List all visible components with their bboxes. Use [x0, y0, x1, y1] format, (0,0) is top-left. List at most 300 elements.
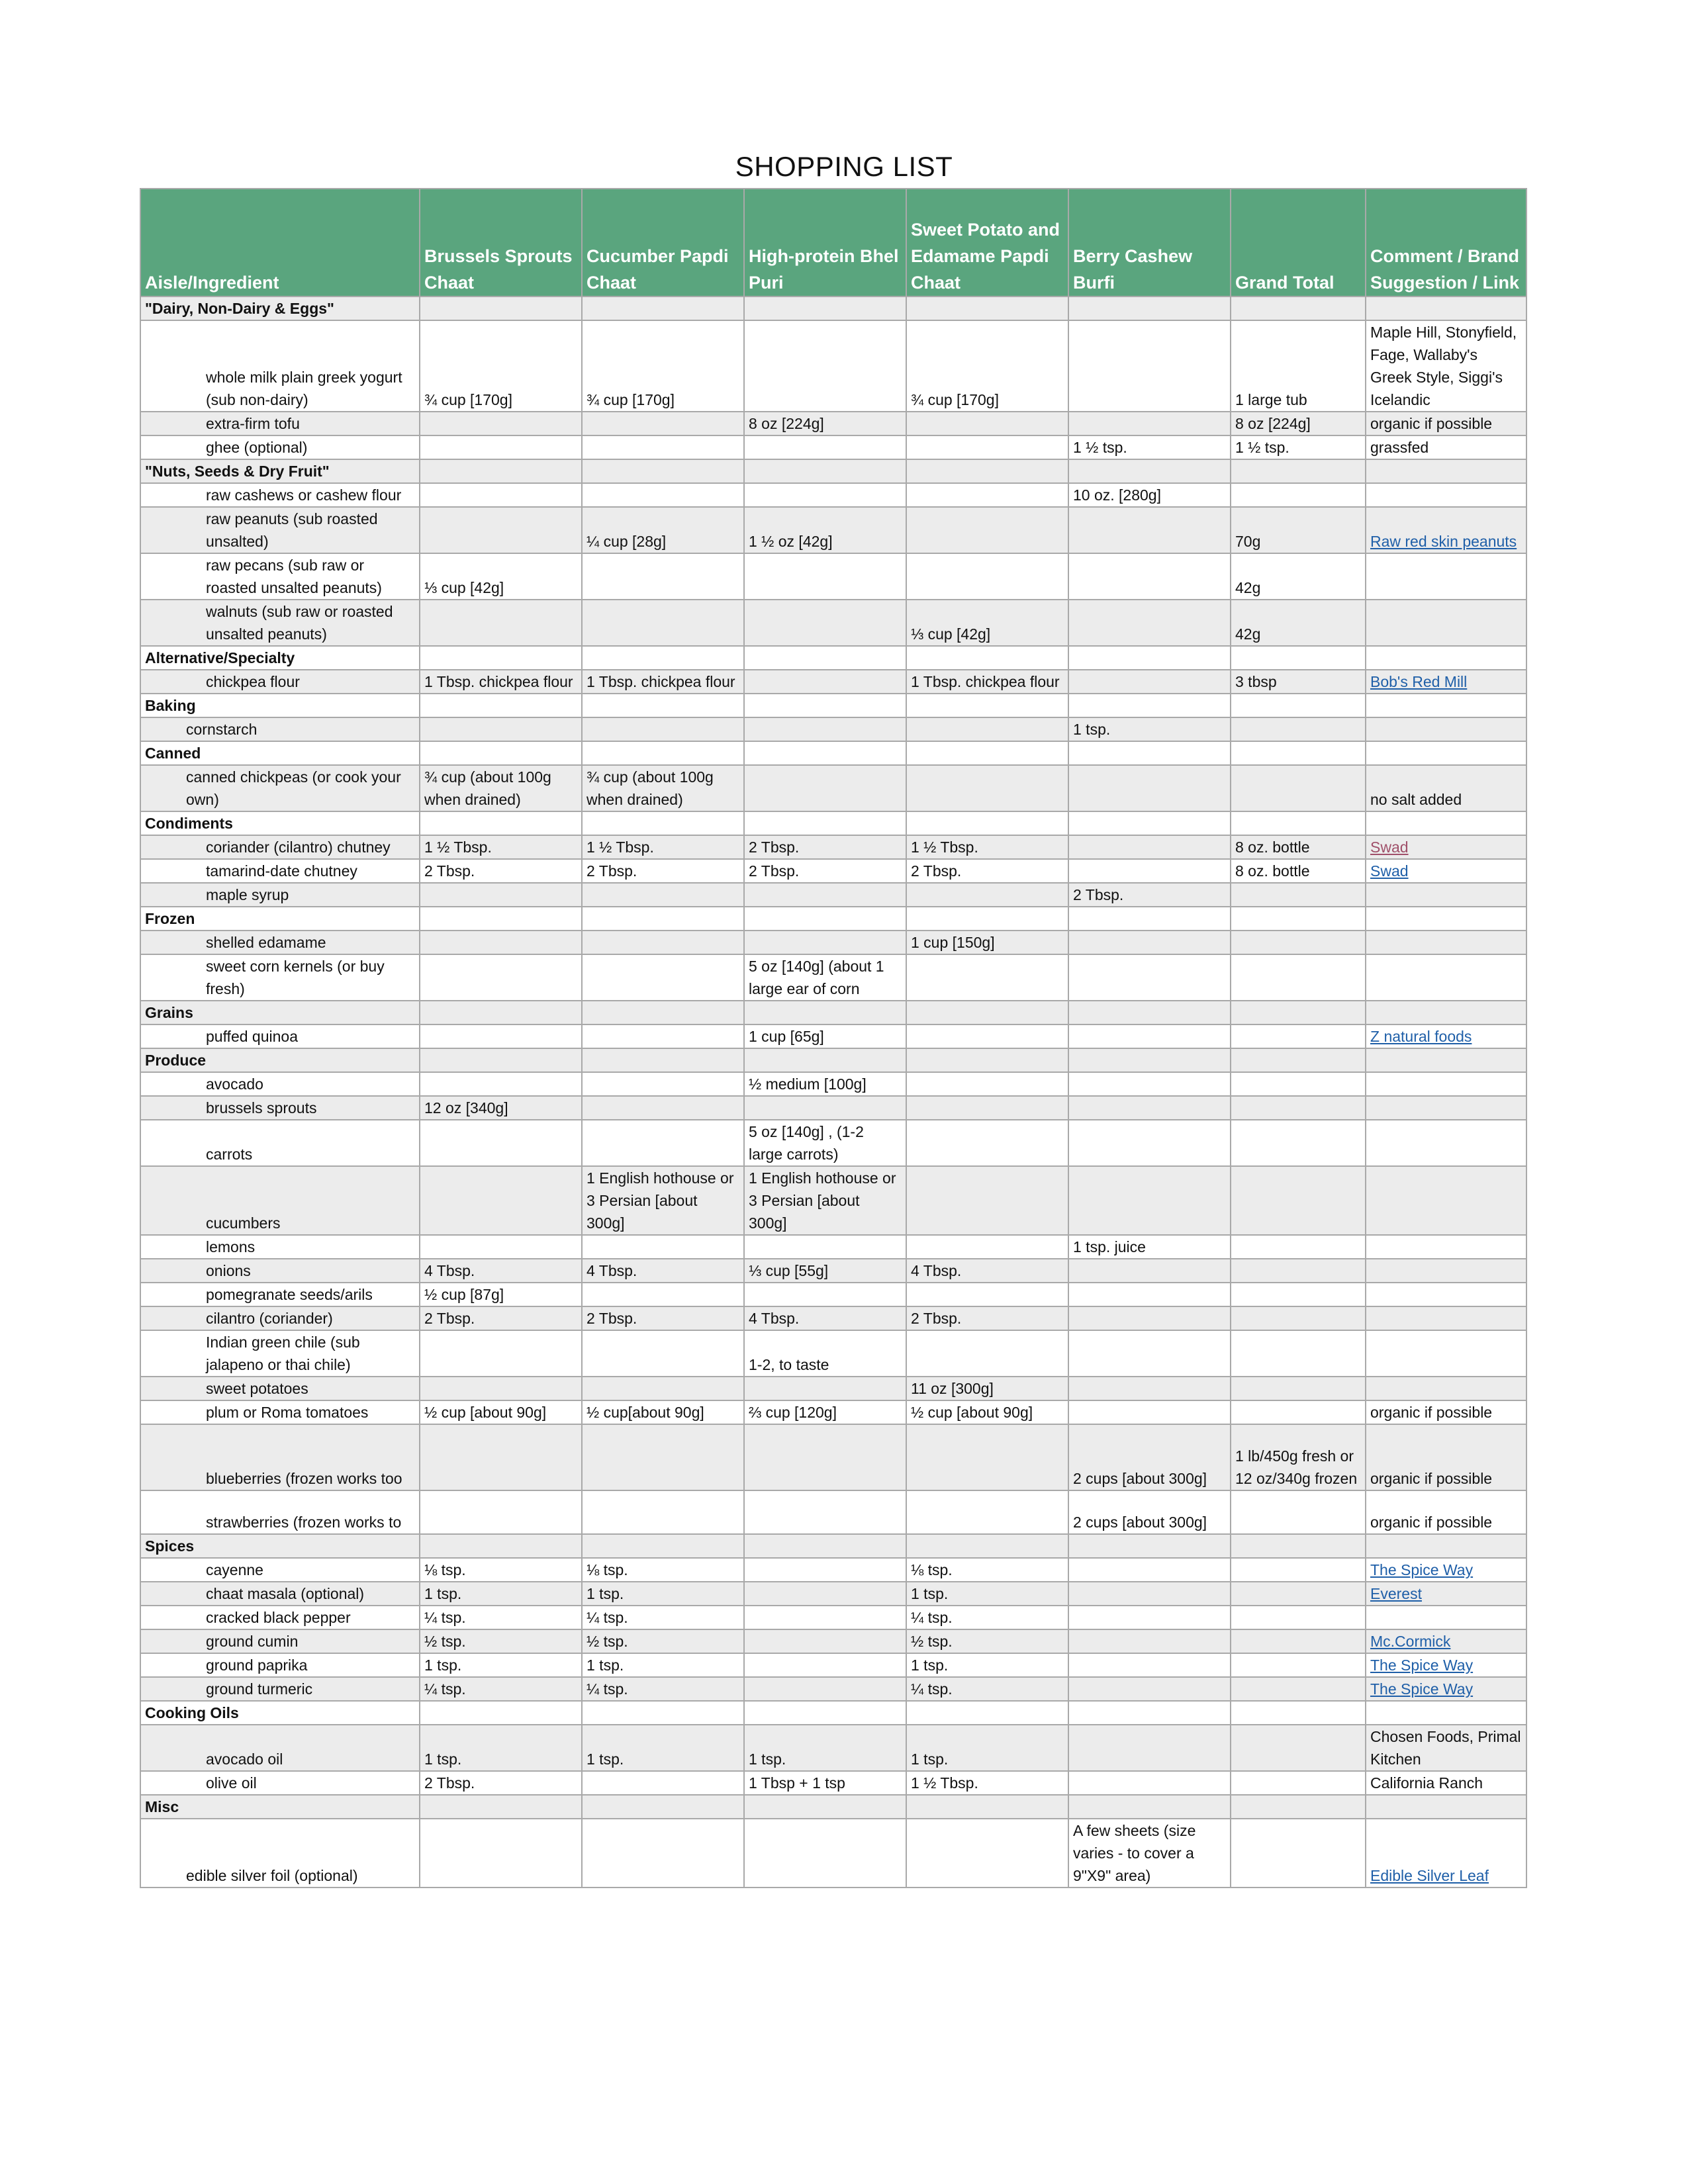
aisle-heading: Alternative/Specialty [140, 646, 420, 670]
empty-cell [1068, 907, 1231, 931]
recipe-quantity-cell: 11 oz [300g] [906, 1377, 1068, 1400]
recipe-quantity-cell [1068, 1330, 1231, 1377]
brand-link[interactable]: Bob's Red Mill [1370, 673, 1468, 690]
grand-total-cell [1231, 1235, 1366, 1259]
recipe-quantity-cell: 1 cup [150g] [906, 931, 1068, 954]
recipe-quantity-cell: 2 Tbsp. [420, 859, 582, 883]
recipe-quantity-cell [1068, 1606, 1231, 1629]
ingredient-name: shelled edamame [140, 931, 420, 954]
ingredient-name: raw peanuts (sub roasted unsalted) [140, 507, 420, 553]
table-row [140, 1096, 1526, 1120]
grand-total-cell [1231, 1120, 1366, 1166]
shopping-list-table [140, 188, 1527, 1888]
recipe-quantity-cell [744, 1424, 906, 1490]
recipe-quantity-cell: 2 cups [about 300g] [1068, 1424, 1231, 1490]
section-row [140, 907, 1526, 931]
comment-cell[interactable] [1366, 507, 1526, 553]
grand-total-cell [1231, 1377, 1366, 1400]
recipe-quantity-cell [744, 1235, 906, 1259]
recipe-quantity-cell [420, 412, 582, 435]
empty-cell [420, 646, 582, 670]
brand-link[interactable]: Swad [1370, 839, 1409, 856]
comment-cell [1366, 1330, 1526, 1377]
recipe-quantity-cell [582, 1235, 744, 1259]
recipe-quantity-cell: 8 oz [224g] [744, 412, 906, 435]
empty-cell [744, 296, 906, 320]
recipe-quantity-cell [906, 717, 1068, 741]
brand-link[interactable]: Z natural foods [1370, 1028, 1472, 1045]
aisle-heading: Grains [140, 1001, 420, 1024]
recipe-quantity-cell [906, 1235, 1068, 1259]
recipe-quantity-cell: ⅓ cup [42g] [906, 600, 1068, 646]
grand-total-cell: 3 tbsp [1231, 670, 1366, 694]
recipe-quantity-cell: 2 Tbsp. [420, 1306, 582, 1330]
recipe-quantity-cell: 4 Tbsp. [420, 1259, 582, 1283]
recipe-quantity-cell: 1 tsp. [906, 1653, 1068, 1677]
empty-cell [1366, 907, 1526, 931]
recipe-quantity-cell: 1 tsp. [582, 1582, 744, 1606]
recipe-quantity-cell: ¼ tsp. [582, 1606, 744, 1629]
comment-cell [1366, 1259, 1526, 1283]
empty-cell [1366, 459, 1526, 483]
table-row [140, 1024, 1526, 1048]
ingredient-name: chickpea flour [140, 670, 420, 694]
recipe-quantity-cell: ⅔ cup [120g] [744, 1400, 906, 1424]
comment-cell[interactable] [1366, 859, 1526, 883]
ingredient-name: sweet corn kernels (or buy fresh) [140, 954, 420, 1001]
ingredient-name: whole milk plain greek yogurt (sub non-dairy) [140, 320, 420, 412]
recipe-quantity-cell: 12 oz [340g] [420, 1096, 582, 1120]
comment-cell: organic if possible [1366, 1490, 1526, 1534]
recipe-quantity-cell [744, 1653, 906, 1677]
recipe-quantity-cell [420, 1235, 582, 1259]
comment-cell: no salt added [1366, 765, 1526, 811]
empty-cell [906, 459, 1068, 483]
table-row [140, 670, 1526, 694]
comment-cell: grassfed [1366, 435, 1526, 459]
recipe-quantity-cell: ¼ tsp. [420, 1677, 582, 1701]
recipe-quantity-cell [420, 954, 582, 1001]
grand-total-cell [1231, 1490, 1366, 1534]
empty-cell [1068, 296, 1231, 320]
recipe-quantity-cell [744, 717, 906, 741]
empty-cell [1366, 811, 1526, 835]
empty-cell [1231, 741, 1366, 765]
comment-cell [1366, 1283, 1526, 1306]
recipe-quantity-cell [1068, 553, 1231, 600]
ingredient-name: cracked black pepper [140, 1606, 420, 1629]
comment-cell: organic if possible [1366, 1400, 1526, 1424]
empty-cell [906, 1534, 1068, 1558]
recipe-quantity-cell: 1 ½ Tbsp. [420, 835, 582, 859]
ingredient-name: edible silver foil (optional) [140, 1819, 420, 1888]
recipe-quantity-cell: ⅛ tsp. [906, 1558, 1068, 1582]
aisle-heading: "Dairy, Non-Dairy & Eggs" [140, 296, 420, 320]
empty-cell [1068, 1701, 1231, 1725]
empty-cell [420, 1534, 582, 1558]
empty-cell [420, 459, 582, 483]
aisle-heading: Canned [140, 741, 420, 765]
table-row [140, 483, 1526, 507]
empty-cell [1366, 296, 1526, 320]
empty-cell [1231, 1048, 1366, 1072]
section-row [140, 1048, 1526, 1072]
recipe-quantity-cell: 1-2, to taste [744, 1330, 906, 1377]
empty-cell [1231, 811, 1366, 835]
comment-cell [1366, 1096, 1526, 1120]
grand-total-cell [1231, 1629, 1366, 1653]
grand-total-cell: 1 lb/450g fresh or 12 oz/340g frozen [1231, 1424, 1366, 1490]
comment-cell[interactable] [1366, 1558, 1526, 1582]
ingredient-name: tamarind-date chutney [140, 859, 420, 883]
recipe-quantity-cell [906, 1819, 1068, 1888]
recipe-quantity-cell: ½ tsp. [420, 1629, 582, 1653]
brand-link[interactable]: Everest [1370, 1585, 1422, 1602]
empty-cell [582, 1795, 744, 1819]
empty-cell [582, 694, 744, 717]
ingredient-name: ground turmeric [140, 1677, 420, 1701]
comment-cell [1366, 1377, 1526, 1400]
brand-link[interactable]: Edible Silver Leaf [1370, 1867, 1489, 1884]
column-header: Aisle/Ingredient [140, 189, 420, 296]
table-row [140, 765, 1526, 811]
recipe-quantity-cell: 1 tsp. [1068, 717, 1231, 741]
comment-cell [1366, 1072, 1526, 1096]
ingredient-name: pomegranate seeds/arils [140, 1283, 420, 1306]
grand-total-cell: 1 ½ tsp. [1231, 435, 1366, 459]
recipe-quantity-cell [582, 435, 744, 459]
empty-cell [906, 1048, 1068, 1072]
grand-total-cell [1231, 1771, 1366, 1795]
column-header: Grand Total [1231, 189, 1366, 296]
comment-cell [1366, 1166, 1526, 1235]
recipe-quantity-cell [1068, 1558, 1231, 1582]
table-row [140, 435, 1526, 459]
recipe-quantity-cell: ¼ cup [28g] [582, 507, 744, 553]
grand-total-cell [1231, 1582, 1366, 1606]
ingredient-name: avocado [140, 1072, 420, 1096]
empty-cell [906, 1001, 1068, 1024]
empty-cell [420, 1048, 582, 1072]
ingredient-name: avocado oil [140, 1725, 420, 1771]
recipe-quantity-cell: ¾ cup [170g] [582, 320, 744, 412]
recipe-quantity-cell: 2 Tbsp. [906, 859, 1068, 883]
empty-cell [1068, 694, 1231, 717]
recipe-quantity-cell [420, 1166, 582, 1235]
empty-cell [744, 811, 906, 835]
grand-total-cell [1231, 1819, 1366, 1888]
empty-cell [1366, 741, 1526, 765]
recipe-quantity-cell [744, 1606, 906, 1629]
empty-cell [1231, 646, 1366, 670]
header-row [140, 189, 1526, 296]
recipe-quantity-cell [906, 1490, 1068, 1534]
empty-cell [1231, 1795, 1366, 1819]
recipe-quantity-cell: 1 ½ Tbsp. [906, 835, 1068, 859]
table-row [140, 1424, 1526, 1490]
recipe-quantity-cell: ½ tsp. [582, 1629, 744, 1653]
recipe-quantity-cell: ¼ tsp. [906, 1606, 1068, 1629]
table-row [140, 1582, 1526, 1606]
section-row [140, 459, 1526, 483]
recipe-quantity-cell [582, 412, 744, 435]
recipe-quantity-cell [744, 1582, 906, 1606]
empty-cell [744, 646, 906, 670]
recipe-quantity-cell [1068, 859, 1231, 883]
aisle-heading: Produce [140, 1048, 420, 1072]
recipe-quantity-cell: 1 Tbsp + 1 tsp [744, 1771, 906, 1795]
ingredient-name: blueberries (frozen works too [140, 1424, 420, 1490]
brand-link[interactable]: Swad [1370, 862, 1409, 880]
comment-cell[interactable] [1366, 1629, 1526, 1653]
comment-cell[interactable] [1366, 1582, 1526, 1606]
recipe-quantity-cell [1068, 1582, 1231, 1606]
recipe-quantity-cell: 2 Tbsp. [744, 835, 906, 859]
brand-link[interactable]: The Spice Way [1370, 1680, 1474, 1698]
recipe-quantity-cell [582, 883, 744, 907]
recipe-quantity-cell [582, 1096, 744, 1120]
recipe-quantity-cell [1068, 1096, 1231, 1120]
recipe-quantity-cell [582, 1424, 744, 1490]
recipe-quantity-cell [744, 1490, 906, 1534]
comment-cell[interactable] [1366, 1677, 1526, 1701]
table-row [140, 320, 1526, 412]
column-header: Brussels Sprouts Chaat [420, 189, 582, 296]
ingredient-name: cilantro (coriander) [140, 1306, 420, 1330]
brand-link[interactable]: Mc.Cormick [1370, 1633, 1451, 1650]
comment-cell [1366, 1306, 1526, 1330]
recipe-quantity-cell [1068, 1677, 1231, 1701]
ingredient-name: ground cumin [140, 1629, 420, 1653]
empty-cell [1231, 296, 1366, 320]
section-row [140, 1001, 1526, 1024]
ingredient-name: extra-firm tofu [140, 412, 420, 435]
grand-total-cell [1231, 1259, 1366, 1283]
recipe-quantity-cell [1068, 1629, 1231, 1653]
empty-cell [1366, 1534, 1526, 1558]
recipe-quantity-cell [582, 1330, 744, 1377]
ingredient-name: canned chickpeas (or cook your own) [140, 765, 420, 811]
recipe-quantity-cell [1068, 507, 1231, 553]
recipe-quantity-cell [1068, 1771, 1231, 1795]
grand-total-cell [1231, 883, 1366, 907]
empty-cell [906, 741, 1068, 765]
recipe-quantity-cell: 1 tsp. [582, 1725, 744, 1771]
recipe-quantity-cell: ⅓ cup [55g] [744, 1259, 906, 1283]
grand-total-cell: 1 large tub [1231, 320, 1366, 412]
table-row [140, 1283, 1526, 1306]
recipe-quantity-cell [1068, 765, 1231, 811]
recipe-quantity-cell [420, 1819, 582, 1888]
grand-total-cell [1231, 1166, 1366, 1235]
ingredient-name: carrots [140, 1120, 420, 1166]
empty-cell [582, 1048, 744, 1072]
aisle-heading: Spices [140, 1534, 420, 1558]
recipe-quantity-cell: 2 Tbsp. [420, 1771, 582, 1795]
recipe-quantity-cell [420, 1377, 582, 1400]
empty-cell [906, 694, 1068, 717]
table-row [140, 931, 1526, 954]
recipe-quantity-cell [1068, 1166, 1231, 1235]
page-title: SHOPPING LIST [735, 151, 953, 182]
comment-cell: California Ranch [1366, 1771, 1526, 1795]
grand-total-cell [1231, 931, 1366, 954]
grand-total-cell [1231, 765, 1366, 811]
recipe-quantity-cell [1068, 1120, 1231, 1166]
comment-cell[interactable] [1366, 835, 1526, 859]
recipe-quantity-cell [744, 1283, 906, 1306]
empty-cell [1068, 1001, 1231, 1024]
recipe-quantity-cell: 2 Tbsp. [744, 859, 906, 883]
recipe-quantity-cell: ¾ cup [170g] [420, 320, 582, 412]
empty-cell [1366, 1701, 1526, 1725]
table-row [140, 1677, 1526, 1701]
recipe-quantity-cell [582, 1490, 744, 1534]
table-row [140, 1629, 1526, 1653]
empty-cell [744, 694, 906, 717]
recipe-quantity-cell: 4 Tbsp. [744, 1306, 906, 1330]
comment-cell [1366, 1120, 1526, 1166]
ingredient-name: ghee (optional) [140, 435, 420, 459]
recipe-quantity-cell [1068, 1024, 1231, 1048]
recipe-quantity-cell [1068, 1283, 1231, 1306]
recipe-quantity-cell [582, 600, 744, 646]
ingredient-name: cucumbers [140, 1166, 420, 1235]
recipe-quantity-cell [420, 1024, 582, 1048]
empty-cell [582, 741, 744, 765]
section-row [140, 296, 1526, 320]
empty-cell [1366, 1048, 1526, 1072]
table-row [140, 859, 1526, 883]
empty-cell [744, 1048, 906, 1072]
recipe-quantity-cell [744, 483, 906, 507]
brand-link[interactable]: The Spice Way [1370, 1657, 1474, 1674]
grand-total-cell [1231, 1306, 1366, 1330]
recipe-quantity-cell: 1 Tbsp. chickpea flour [906, 670, 1068, 694]
empty-cell [1231, 907, 1366, 931]
recipe-quantity-cell: 1 tsp. [744, 1725, 906, 1771]
empty-cell [1068, 741, 1231, 765]
comment-cell[interactable] [1366, 1653, 1526, 1677]
recipe-quantity-cell [582, 1771, 744, 1795]
grand-total-cell [1231, 1024, 1366, 1048]
empty-cell [420, 1701, 582, 1725]
recipe-quantity-cell [1068, 954, 1231, 1001]
recipe-quantity-cell [1068, 835, 1231, 859]
brand-link[interactable]: The Spice Way [1370, 1561, 1474, 1578]
recipe-quantity-cell: 1 English hothouse or 3 Persian [about 300g] [582, 1166, 744, 1235]
ingredient-name: strawberries (frozen works to [140, 1490, 420, 1534]
recipe-quantity-cell: 1 tsp. [420, 1725, 582, 1771]
recipe-quantity-cell [1068, 670, 1231, 694]
ingredient-name: raw cashews or cashew flour [140, 483, 420, 507]
table-row [140, 1120, 1526, 1166]
recipe-quantity-cell [906, 765, 1068, 811]
table-row [140, 1377, 1526, 1400]
table-row [140, 1725, 1526, 1771]
recipe-quantity-cell [744, 883, 906, 907]
recipe-quantity-cell [420, 483, 582, 507]
empty-cell [906, 1701, 1068, 1725]
comment-cell [1366, 600, 1526, 646]
recipe-quantity-cell [1068, 1377, 1231, 1400]
ingredient-name: raw pecans (sub raw or roasted unsalted peanuts) [140, 553, 420, 600]
aisle-heading: "Nuts, Seeds & Dry Fruit" [140, 459, 420, 483]
table-row [140, 835, 1526, 859]
recipe-quantity-cell [1068, 412, 1231, 435]
empty-cell [420, 1001, 582, 1024]
recipe-quantity-cell: 1 tsp. [420, 1653, 582, 1677]
grand-total-cell: 42g [1231, 600, 1366, 646]
recipe-quantity-cell: ¼ tsp. [906, 1677, 1068, 1701]
table-row [140, 412, 1526, 435]
recipe-quantity-cell [1068, 1400, 1231, 1424]
recipe-quantity-cell [906, 435, 1068, 459]
empty-cell [582, 907, 744, 931]
empty-cell [744, 1534, 906, 1558]
empty-cell [582, 1701, 744, 1725]
section-row [140, 1534, 1526, 1558]
comment-cell [1366, 1606, 1526, 1629]
recipe-quantity-cell: ½ cup[about 90g] [582, 1400, 744, 1424]
comment-cell [1366, 954, 1526, 1001]
recipe-quantity-cell [1068, 1259, 1231, 1283]
recipe-quantity-cell [1068, 320, 1231, 412]
table-row [140, 883, 1526, 907]
empty-cell [906, 646, 1068, 670]
ingredient-name: walnuts (sub raw or roasted unsalted peanuts) [140, 600, 420, 646]
section-row [140, 646, 1526, 670]
recipe-quantity-cell [744, 1377, 906, 1400]
comment-cell[interactable] [1366, 1819, 1526, 1888]
brand-link[interactable]: Raw red skin peanuts [1370, 533, 1517, 550]
empty-cell [1068, 459, 1231, 483]
empty-cell [1231, 459, 1366, 483]
recipe-quantity-cell [1068, 931, 1231, 954]
recipe-quantity-cell [420, 1072, 582, 1096]
recipe-quantity-cell [1068, 600, 1231, 646]
comment-cell[interactable] [1366, 670, 1526, 694]
recipe-quantity-cell [420, 435, 582, 459]
recipe-quantity-cell [582, 1072, 744, 1096]
column-header: Comment / Brand Suggestion / Link [1366, 189, 1526, 296]
grand-total-cell: 8 oz. bottle [1231, 835, 1366, 859]
recipe-quantity-cell: 1 Tbsp. chickpea flour [582, 670, 744, 694]
recipe-quantity-cell [420, 717, 582, 741]
ingredient-name: onions [140, 1259, 420, 1283]
recipe-quantity-cell [744, 600, 906, 646]
recipe-quantity-cell: 1 tsp. [906, 1725, 1068, 1771]
grand-total-cell [1231, 1400, 1366, 1424]
empty-cell [906, 811, 1068, 835]
empty-cell [1366, 646, 1526, 670]
recipe-quantity-cell: ¾ cup [170g] [906, 320, 1068, 412]
recipe-quantity-cell [906, 507, 1068, 553]
recipe-quantity-cell [420, 1490, 582, 1534]
ingredient-name: brussels sprouts [140, 1096, 420, 1120]
empty-cell [582, 296, 744, 320]
comment-cell[interactable] [1366, 1024, 1526, 1048]
recipe-quantity-cell: 5 oz [140g] , (1-2 large carrots) [744, 1120, 906, 1166]
column-header: Sweet Potato and Edamame Papdi Chaat [906, 189, 1068, 296]
recipe-quantity-cell: 5 oz [140g] (about 1 large ear of corn [744, 954, 906, 1001]
grand-total-cell [1231, 483, 1366, 507]
recipe-quantity-cell: 1 cup [65g] [744, 1024, 906, 1048]
recipe-quantity-cell: ½ cup [about 90g] [906, 1400, 1068, 1424]
grand-total-cell: 8 oz [224g] [1231, 412, 1366, 435]
recipe-quantity-cell [582, 1819, 744, 1888]
aisle-heading: Misc [140, 1795, 420, 1819]
